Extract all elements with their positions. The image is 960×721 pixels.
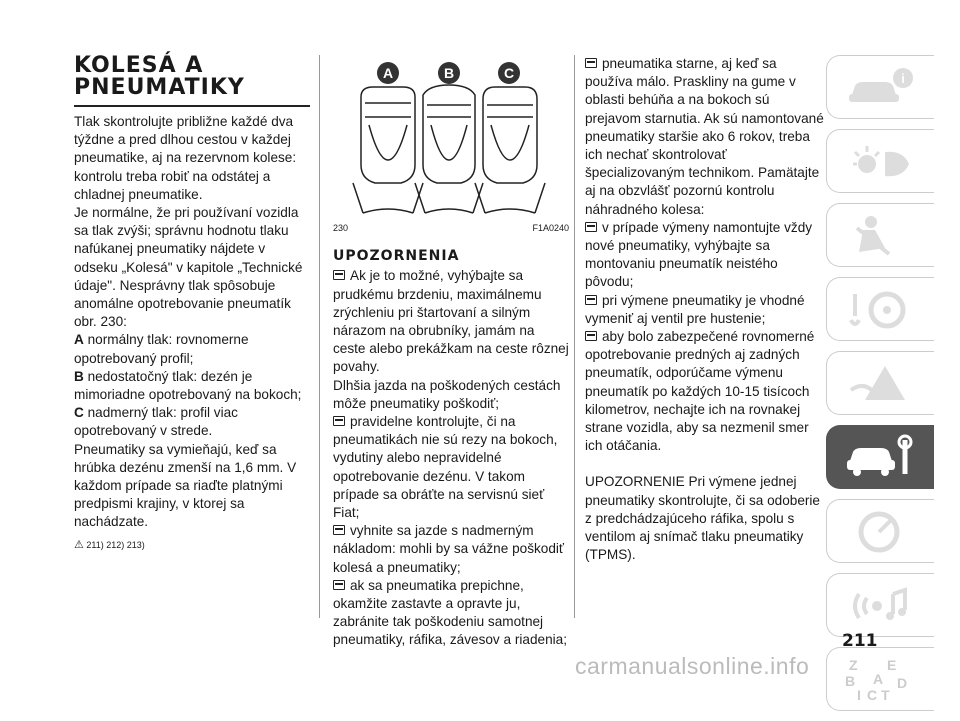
- item-text: nadmerný tlak: profil viac opotrebovaný v strede.: [74, 405, 238, 439]
- item-letter: B: [74, 368, 84, 384]
- reference-numbers: 211) 212) 213): [86, 539, 145, 550]
- bullet-icon: [333, 270, 345, 280]
- airbag-seat-icon: [845, 212, 915, 258]
- car-wrench-icon: [845, 434, 915, 480]
- warning-item: [333, 413, 569, 522]
- bullet-icon: [585, 222, 597, 232]
- tire-c: [475, 87, 545, 213]
- index-letters-icon: [845, 656, 915, 702]
- tire-b: [415, 85, 483, 213]
- page-number: 211: [842, 631, 878, 651]
- paragraph: Dlhšia jazda na poškodených cestách môže pneumatiky poškodiť;: [333, 377, 561, 411]
- column-right: [585, 55, 825, 564]
- list-item-a: [74, 331, 310, 367]
- tab-maintenance[interactable]: [826, 425, 934, 489]
- svg-text:Z: Z: [849, 657, 858, 673]
- warning-item: [333, 267, 569, 376]
- bullet-icon: [585, 331, 597, 341]
- figure-label: C: [503, 65, 515, 81]
- tab-index[interactable]: [826, 647, 934, 711]
- figure-number: 230: [333, 223, 349, 233]
- item-text: vyhnite sa jazde s nadmerným nákladom: mohli by sa vážne poškodiť kolesá a pneumatiky;: [333, 523, 565, 575]
- item-text: ak sa pneumatika prepichne, okamžite zastavte a opravte ju, zabránite tak poškodeniu samotnej pneumatiky, ráfika, závesov a riadenia;: [333, 577, 567, 648]
- svg-text:I: I: [857, 687, 861, 702]
- warning-item: [585, 55, 825, 219]
- item-text: Ak je to možné, vyhýbajte sa prudkému brzdeniu, maximálnemu zrýchleniu pri štartovaní a silným nárazom na obrubníky, jamám na ceste alebo prekážkam na ceste rôznej povahy.: [333, 268, 569, 375]
- tab-technical[interactable]: [826, 499, 934, 563]
- item-letter: C: [74, 405, 84, 421]
- item-text: pri výmene pneumatiky je vhodné vymeniť aj ventil pre hustenie;: [585, 292, 805, 326]
- tab-dashboard[interactable]: [826, 129, 934, 193]
- tire-wear-illustration: [333, 55, 569, 219]
- title-line: PNEUMATIKY: [74, 75, 245, 100]
- watermark: carmanualsonline.info: [575, 653, 810, 679]
- list-item-c: [74, 404, 310, 440]
- item-letter: A: [74, 332, 84, 348]
- bullet-icon: [585, 295, 597, 305]
- dashboard-lights-icon: [845, 138, 915, 184]
- paragraph: Tlak skontrolujte približne každé dva týždne a pred dlhou cestou v každej pneumatike, aj na rezervnom kolese: kontrolu treba robiť na odstátej a chladnej pneumatike.: [74, 114, 297, 202]
- bullet-icon: [333, 580, 345, 590]
- svg-text:C: C: [867, 687, 878, 702]
- item-text: v prípade výmeny namontujte vždy nové pneumatiky, vyhýbajte sa montovaniu pneumatík neistého pôvodu;: [585, 219, 813, 290]
- figure-label: A: [382, 65, 394, 81]
- column-middle: [333, 55, 569, 650]
- references: [74, 536, 310, 554]
- paragraph: Pneumatiky sa vymieňajú, keď sa hrúbka dezénu zmenší na 1,6 mm. V každom prípade sa riaďte platnými predpismi krajiny, v ktorej sa nachádzate.: [74, 441, 297, 530]
- svg-text:E: E: [887, 657, 897, 673]
- svg-text:B: B: [845, 673, 856, 689]
- svg-text:i: i: [901, 71, 905, 86]
- item-text: pravidelne kontrolujte, či na pneumatikách nie sú rezy na bokoch, vydutiny alebo nepravidelné opotrebovanie dezénu. V takom prípade sa obráťte na servisnú sieť Fiat;: [333, 414, 558, 521]
- tab-car-info[interactable]: [826, 55, 934, 119]
- bullet-icon: [585, 58, 597, 68]
- note-paragraph: UPOZORNENIE Pri výmene jednej pneumatiky skontrolujte, či sa odoberie z predchádzajúceho ráfika, spolu s ventilom aj snímač tlaku pneumatiky (TPMS).: [585, 474, 820, 563]
- figure-label: B: [443, 65, 455, 81]
- figure-code: F1A0240: [532, 223, 569, 233]
- svg-text:A: A: [873, 671, 884, 687]
- warning-item: [333, 577, 569, 650]
- car-info-icon: [845, 64, 915, 110]
- column-divider: [574, 55, 575, 618]
- item-text: aby bolo zabezpečené rovnomerné opotrebovanie predných aj zadných pneumatík, odporúčame výmenu pneumatík po každých 10-15 tisícoch kilometrov, nechajte ich na rovnakej strane vozidla, aby sa nezmenil smer ich otáčania.: [585, 329, 815, 454]
- item-text: pneumatika starne, aj keď sa používa málo. Praskliny na gume v oblasti behúňa a na bokoch sú prejavom starnutia. Ak sú namontované pneumatiky staršie ako 6 rokov, treba ich nechať skontrolovať špecializovaným technikom. Pamätajte aj na obzvlášť pozornú kontrolu náhradného kolesa:: [585, 56, 824, 217]
- warnings-heading: UPOZORNENIA: [333, 248, 460, 265]
- tab-safety[interactable]: [826, 203, 934, 267]
- svg-text:T: T: [881, 687, 890, 702]
- steering-key-icon: [845, 286, 915, 332]
- title-line: KOLESÁ A: [74, 53, 204, 78]
- warning-icon: ⚠: [74, 538, 84, 551]
- warning-triangle-icon: [845, 360, 915, 406]
- paragraph: Je normálne, že pri používaní vozidla sa tlak zvýši; správnu hodnotu tlaku nafúkanej pneumatiky nájdete v odseku „Kolesá" v kapitole „Technické údaje". Nesprávny tlak spôsobuje anomálne opotrebovanie pneumatík obr. 230:: [74, 205, 303, 330]
- column-left: [74, 55, 310, 554]
- title-rule: [74, 105, 310, 107]
- list-item-b: [74, 368, 310, 404]
- item-text: normálny tlak: rovnomerne opotrebovaný profil;: [74, 332, 249, 366]
- warning-item: [333, 522, 569, 577]
- column-divider: [319, 55, 320, 618]
- chapter-sidebar: [826, 55, 934, 721]
- tab-multimedia[interactable]: [826, 573, 934, 637]
- warning-item: [585, 219, 825, 292]
- item-text: nedostatočný tlak: dezén je mimoriadne opotrebovaný na bokoch;: [74, 368, 302, 403]
- tab-starting[interactable]: [826, 277, 934, 341]
- tab-emergency[interactable]: [826, 351, 934, 415]
- media-icon: [845, 582, 915, 628]
- svg-text:D: D: [897, 675, 908, 691]
- figure-caption: [333, 219, 569, 237]
- tire-a: [353, 87, 423, 213]
- warning-item: [585, 292, 825, 328]
- gauge-icon: [845, 508, 915, 554]
- tire-figure: [333, 55, 569, 219]
- bullet-icon: [333, 525, 345, 535]
- section-title: [74, 55, 310, 99]
- warning-item: [585, 328, 825, 455]
- bullet-icon: [333, 416, 345, 426]
